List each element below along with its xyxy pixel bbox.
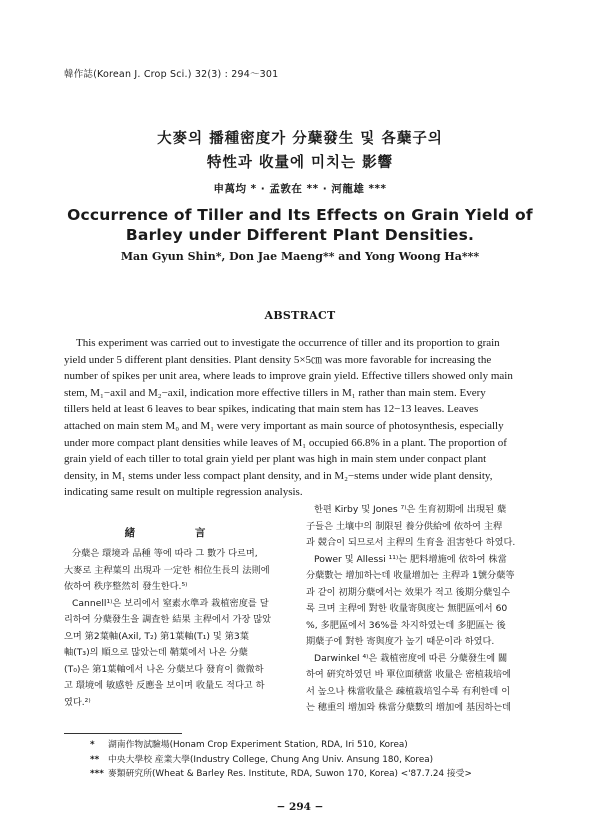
abstract-line: attached on main stem M₀ and M₁ were very important as main source of photosynthesis, especially <box>64 419 504 432</box>
footnote-divider <box>64 733 182 734</box>
footnote-marker: ** <box>90 754 100 765</box>
authors-english: Man Gyun Shin*, Don Jae Maeng** and Yong Woong Ha*** <box>120 250 480 263</box>
right-column <box>306 502 538 717</box>
title-korean-line1: 大麥의 播種密度가 分蘖發生 및 各蘖子의 <box>157 131 443 147</box>
footnote-marker: *** <box>90 769 104 779</box>
footnote-item <box>90 753 550 768</box>
abstract-heading: ABSTRACT <box>264 309 336 322</box>
body-line: 는 穗重의 增加와 株當分蘖數의 增加에 基因하는데 <box>306 702 512 713</box>
section-heading-introduction: 緒 言 <box>124 527 234 539</box>
body-line: (T₀)은 第1葉軸에서 나온 分蘖보다 發育이 微微하 <box>64 663 264 675</box>
body-line: 록 크며 主稈에 對한 收量寄與度는 無肥區에서 60 <box>306 603 508 614</box>
abstract-line: under more compact plant densities while leaves of M₁ occupied 66.8% in a plant. The proportion of <box>64 436 507 449</box>
body-line: 과 같이 初期分蘖에서는 效果가 적고 後期分蘖일수 <box>306 586 511 598</box>
abstract-line: tillers held at least 6 leaves to bear spikes, indicating that main stem has 12−13 leaves. Leaves <box>64 403 479 416</box>
abstract-line: yield under 5 different plant densities. Plant density 5×5㎝ was more favorable for increasing the <box>64 353 492 366</box>
abstract-line: number of spikes per unit area, where leads to improve grain yield. Effective tillers showed only main <box>64 370 513 383</box>
abstract-line: grain yield of each tiller to total grain yield per plant was high in main stem under conpact plant <box>64 453 487 466</box>
body-line: 고 環境에 敏感한 反應을 보이며 收量도 적다고 하 <box>64 680 265 691</box>
title-korean-line2: 特性과 收量에 미치는 影響 <box>206 155 394 171</box>
footnote-text: 中央大學校 産業大學(Industry College, Chung Ang Univ. Ansung 180, Korea) <box>108 754 434 765</box>
abstract-line: density, in M₁ stems under less compact plant density, and in M₂−stems under wide plant density, <box>64 469 493 482</box>
body-line: 하여 硏究하였던 바 單位面積當 收量은 密植栽培에 <box>306 669 512 680</box>
body-line: 과 競合이 되므로서 主稈의 生育을 沮害한다 하였다. <box>306 537 516 548</box>
footnotes <box>90 738 550 782</box>
page-number: − 294 − <box>276 801 324 813</box>
body-line: 으며 第2葉軸(Axil, T₂) 第1葉軸(T₁) 및 第3葉 <box>64 630 249 642</box>
footnote-item <box>90 738 550 753</box>
body-line: 大麥로 主稈葉의 出現과 一定한 相位生長의 法則에 <box>64 564 270 576</box>
body-line: 리하여 分蘖發生을 調査한 結果 主稈에서 가장 많았 <box>64 614 272 625</box>
title-english-line2: Barley under Different Plant Densities. <box>125 226 475 244</box>
footnote-text: 麥類硏究所(Wheat & Barley Res. Institute, RDA, Suwon 170, Korea) <'87.7.24 接受> <box>108 769 472 779</box>
abstract-line: stem, M₁−axil and M₂−axil, indication more effective tillers in M₁ rather than main stem. Every <box>64 386 486 399</box>
title-english-line1: Occurrence of Tiller and Its Effects on Grain Yield of <box>67 206 533 224</box>
body-line: 子들은 土壤中의 制限된 養分供給에 依하여 主稈 <box>306 520 503 532</box>
abstract-body <box>64 335 536 501</box>
body-line: Cannell¹⁾은 보리에서 窒素水準과 栽植密度를 달 <box>72 597 269 609</box>
body-line: %, 多肥區에서 36%를 차지하였는데 多肥區는 後 <box>306 619 506 631</box>
journal-header: 韓作誌(Korean J. Crop Sci.) 32(3) : 294〜301 <box>64 69 279 80</box>
body-line: Power 및 Allessi ¹¹⁾는 肥料增施에 依하여 株當 <box>314 553 507 565</box>
body-line: 分蘖은 環境과 品種 等에 따라 그 數가 다르며, <box>72 548 258 559</box>
authors-korean: 申萬均 * · 孟敦在 ** · 河龍雄 *** <box>213 183 387 195</box>
body-line: 서 높으나 株當收量은 疎植栽培일수록 有利한데 이 <box>306 685 511 697</box>
body-line: 였다.²⁾ <box>64 696 91 708</box>
footnote-marker: * <box>90 740 95 750</box>
body-line: 依하여 秩序整然히 發生한다.⁵⁾ <box>64 581 188 592</box>
abstract-line: This experiment was carried out to investigate the occurrence of tiller and its proportion to grain <box>76 337 500 349</box>
body-line: 軸(T₃)의 順으로 많았는데 鞘葉에서 나온 分蘖 <box>64 647 248 658</box>
body-line: 한편 Kirby 및 Jones ⁷⁾은 生育初期에 出現된 蘖 <box>314 504 507 515</box>
abstract-line: indicating same result on multiple regression analysis. <box>64 486 303 499</box>
body-line: 分蘖數는 增加하는데 收量增加는 主稈과 1號分蘖等 <box>306 570 515 581</box>
footnote-text: 湖南作物試驗場(Honam Crop Experiment Station, RDA, Iri 510, Korea) <box>108 740 408 750</box>
body-line: 期蘖子에 對한 寄與度가 높기 때문이라 하였다. <box>306 636 495 647</box>
left-column <box>64 546 294 711</box>
body-line: Darwinkel ⁴⁾은 栽植密度에 따른 分蘖發生에 關 <box>314 652 508 664</box>
footnote-item <box>90 767 550 782</box>
